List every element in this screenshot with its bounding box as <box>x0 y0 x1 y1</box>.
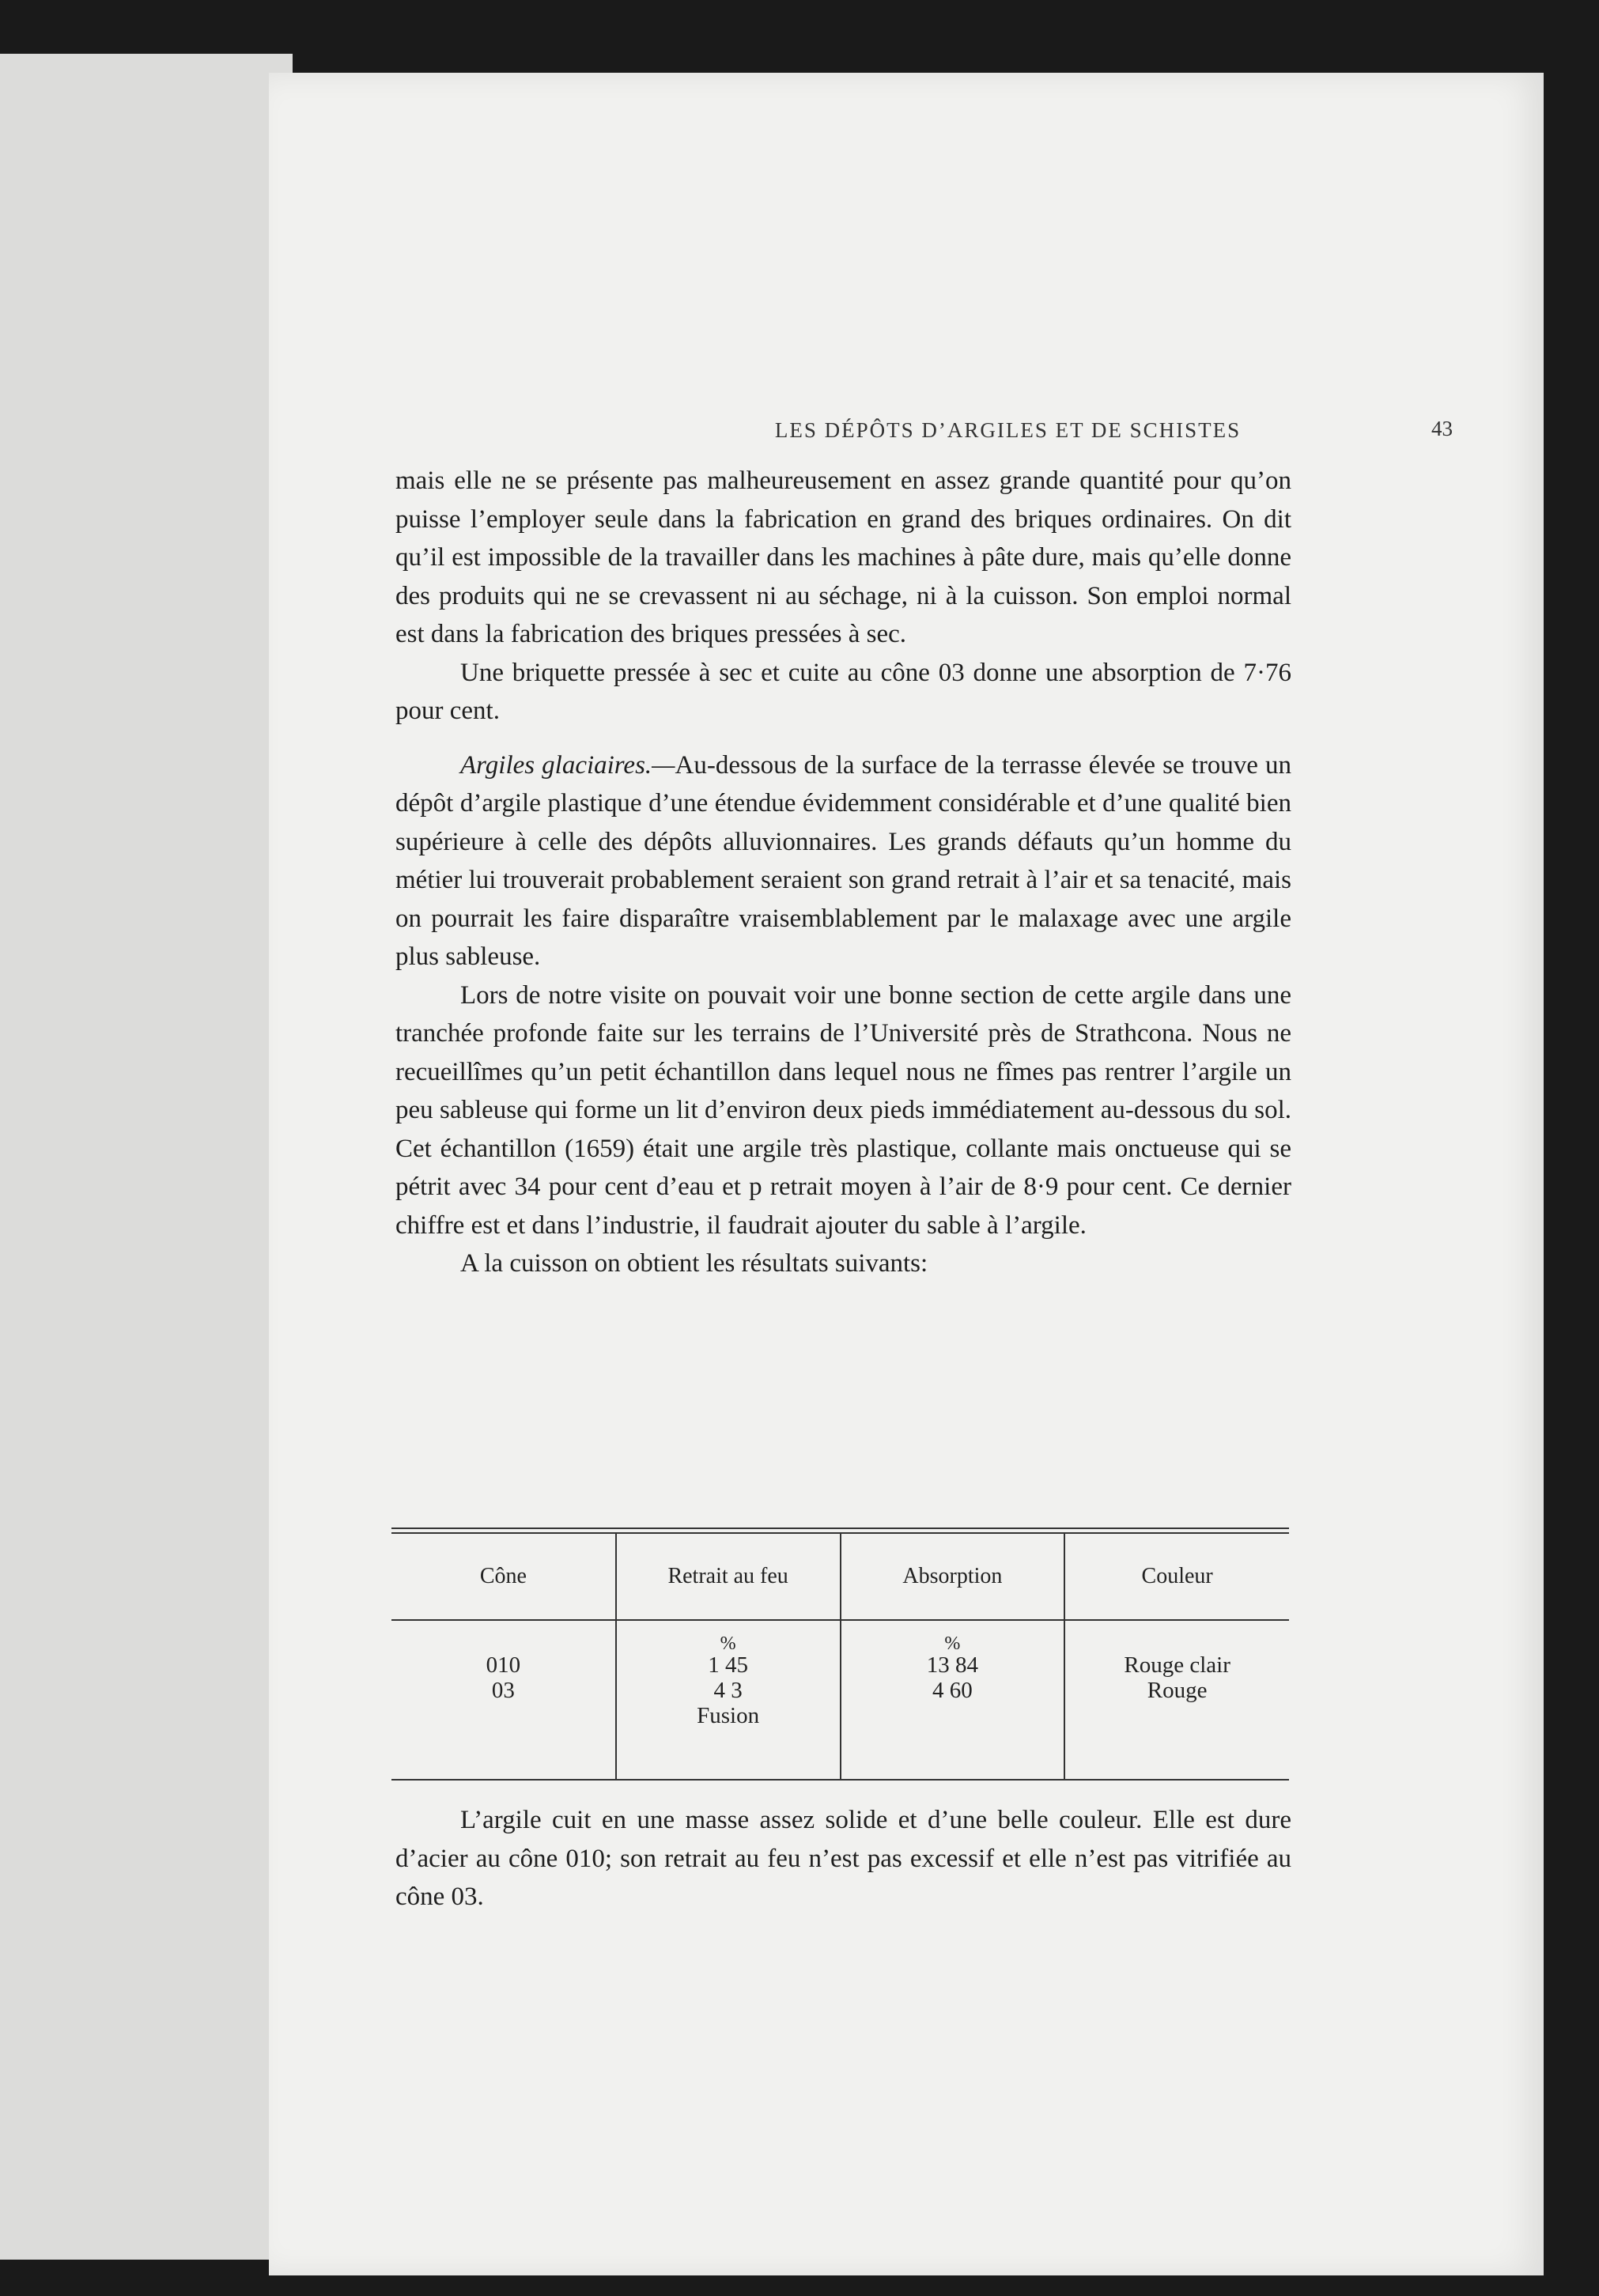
retrait-value: 1 45 <box>708 1652 748 1678</box>
absorption-value: 13 84 <box>926 1652 978 1678</box>
cell-couleur <box>1064 1620 1289 1779</box>
retrait-value: Fusion <box>697 1703 760 1728</box>
table-header-row <box>391 1534 1289 1620</box>
page-number: 43 <box>1431 417 1453 440</box>
header-cone: Cône <box>391 1534 616 1620</box>
cone-value: 010 <box>486 1652 521 1678</box>
body-text <box>395 462 1291 1283</box>
scan-background-left <box>0 54 293 2260</box>
closing-paragraph: L’argile cuit en une masse assez solide et d’une belle couleur. Elle est dure d’acier au cône 010; son retrait au feu n’est pas excessif et elle n’est pas vitrifiée au cône 03. <box>395 1806 1291 1911</box>
closing-text <box>395 1801 1291 1916</box>
cell-cones <box>391 1620 616 1779</box>
couleur-value: Rouge clair <box>1124 1652 1230 1678</box>
table-row <box>391 1620 1289 1779</box>
percent-unit: % <box>720 1633 736 1654</box>
cone-value: 03 <box>491 1678 515 1703</box>
header-couleur: Couleur <box>1064 1534 1289 1620</box>
paragraph-3 <box>395 746 1291 976</box>
running-title: LES DÉPÔTS D’ARGILES ET DE SCHISTES <box>774 418 1242 442</box>
table-bottom-rule <box>391 1779 1289 1781</box>
running-header <box>563 418 1453 443</box>
header-absorption: Absorption <box>841 1534 1065 1620</box>
couleur-value: Rouge <box>1147 1678 1208 1703</box>
paragraph-4: Lors de notre visite on pouvait voir une bonne section de cette argile dans une tranchée profonde faite sur les terrains de l’Université près de Strathcona. Nous ne recueillîmes qu’un petit échantillon dans lequel nous ne fîmes pas rentrer l’argile un peu sableuse qui forme un lit d’environ deux pieds immédiatement au-dessous du sol. Cet échantillon (1659) était une argile très plastique, collante mais onctueuse qui se pétrit avec 34 pour cent d’eau et p retrait moyen à l’air de 8·9 pour cent. Ce dernier chiffre est et dans l’industrie, il faudrait ajouter du sable à l’argile. <box>395 980 1291 1240</box>
cell-retrait <box>616 1620 841 1779</box>
table-grid <box>391 1534 1289 1779</box>
cell-absorption <box>841 1620 1065 1779</box>
subheading: Argiles glaciaires.— <box>460 750 675 780</box>
header-retrait: Retrait au feu <box>616 1534 841 1620</box>
paragraph-1: mais elle ne se présente pas malheureusement en assez grande quantité pour qu’on puisse l’employer seule dans la fabrication en grand des briques ordinaires. On dit qu’il est impossible de la travailler dans les machines à pâte dure, mais qu’elle donne des produits qui ne se crevassent ni au séchage, ni à la cuisson. Son emploi normal est dans la fabrication des briques pressées à sec. <box>395 466 1291 648</box>
table-top-rule <box>391 1528 1289 1534</box>
results-table <box>391 1528 1289 1781</box>
paragraph-5: A la cuisson on obtient les résultats suivants: <box>460 1249 928 1278</box>
retrait-value: 4 3 <box>713 1678 743 1703</box>
percent-unit: % <box>944 1633 961 1654</box>
paragraph-2: Une briquette pressée à sec et cuite au cône 03 donne une absorption de 7·76 pour cent. <box>395 658 1291 725</box>
paragraph-3-text: Au-dessous de la surface de la terrasse élevée se trouve un dépôt d’argile plastique d’une étendue évidemment considérable et d’une qualité bien supérieure à celle des dépôts alluvionnaires. Les grands défauts qu’un homme du métier lui trouverait probablement seraient son grand retrait à l’air et sa tenacité, mais on pourrait les faire disparaître vraisemblablement par le malaxage avec une argile plus sableuse. <box>395 750 1292 971</box>
absorption-value: 4 60 <box>932 1678 973 1703</box>
document-page <box>269 73 1544 2275</box>
